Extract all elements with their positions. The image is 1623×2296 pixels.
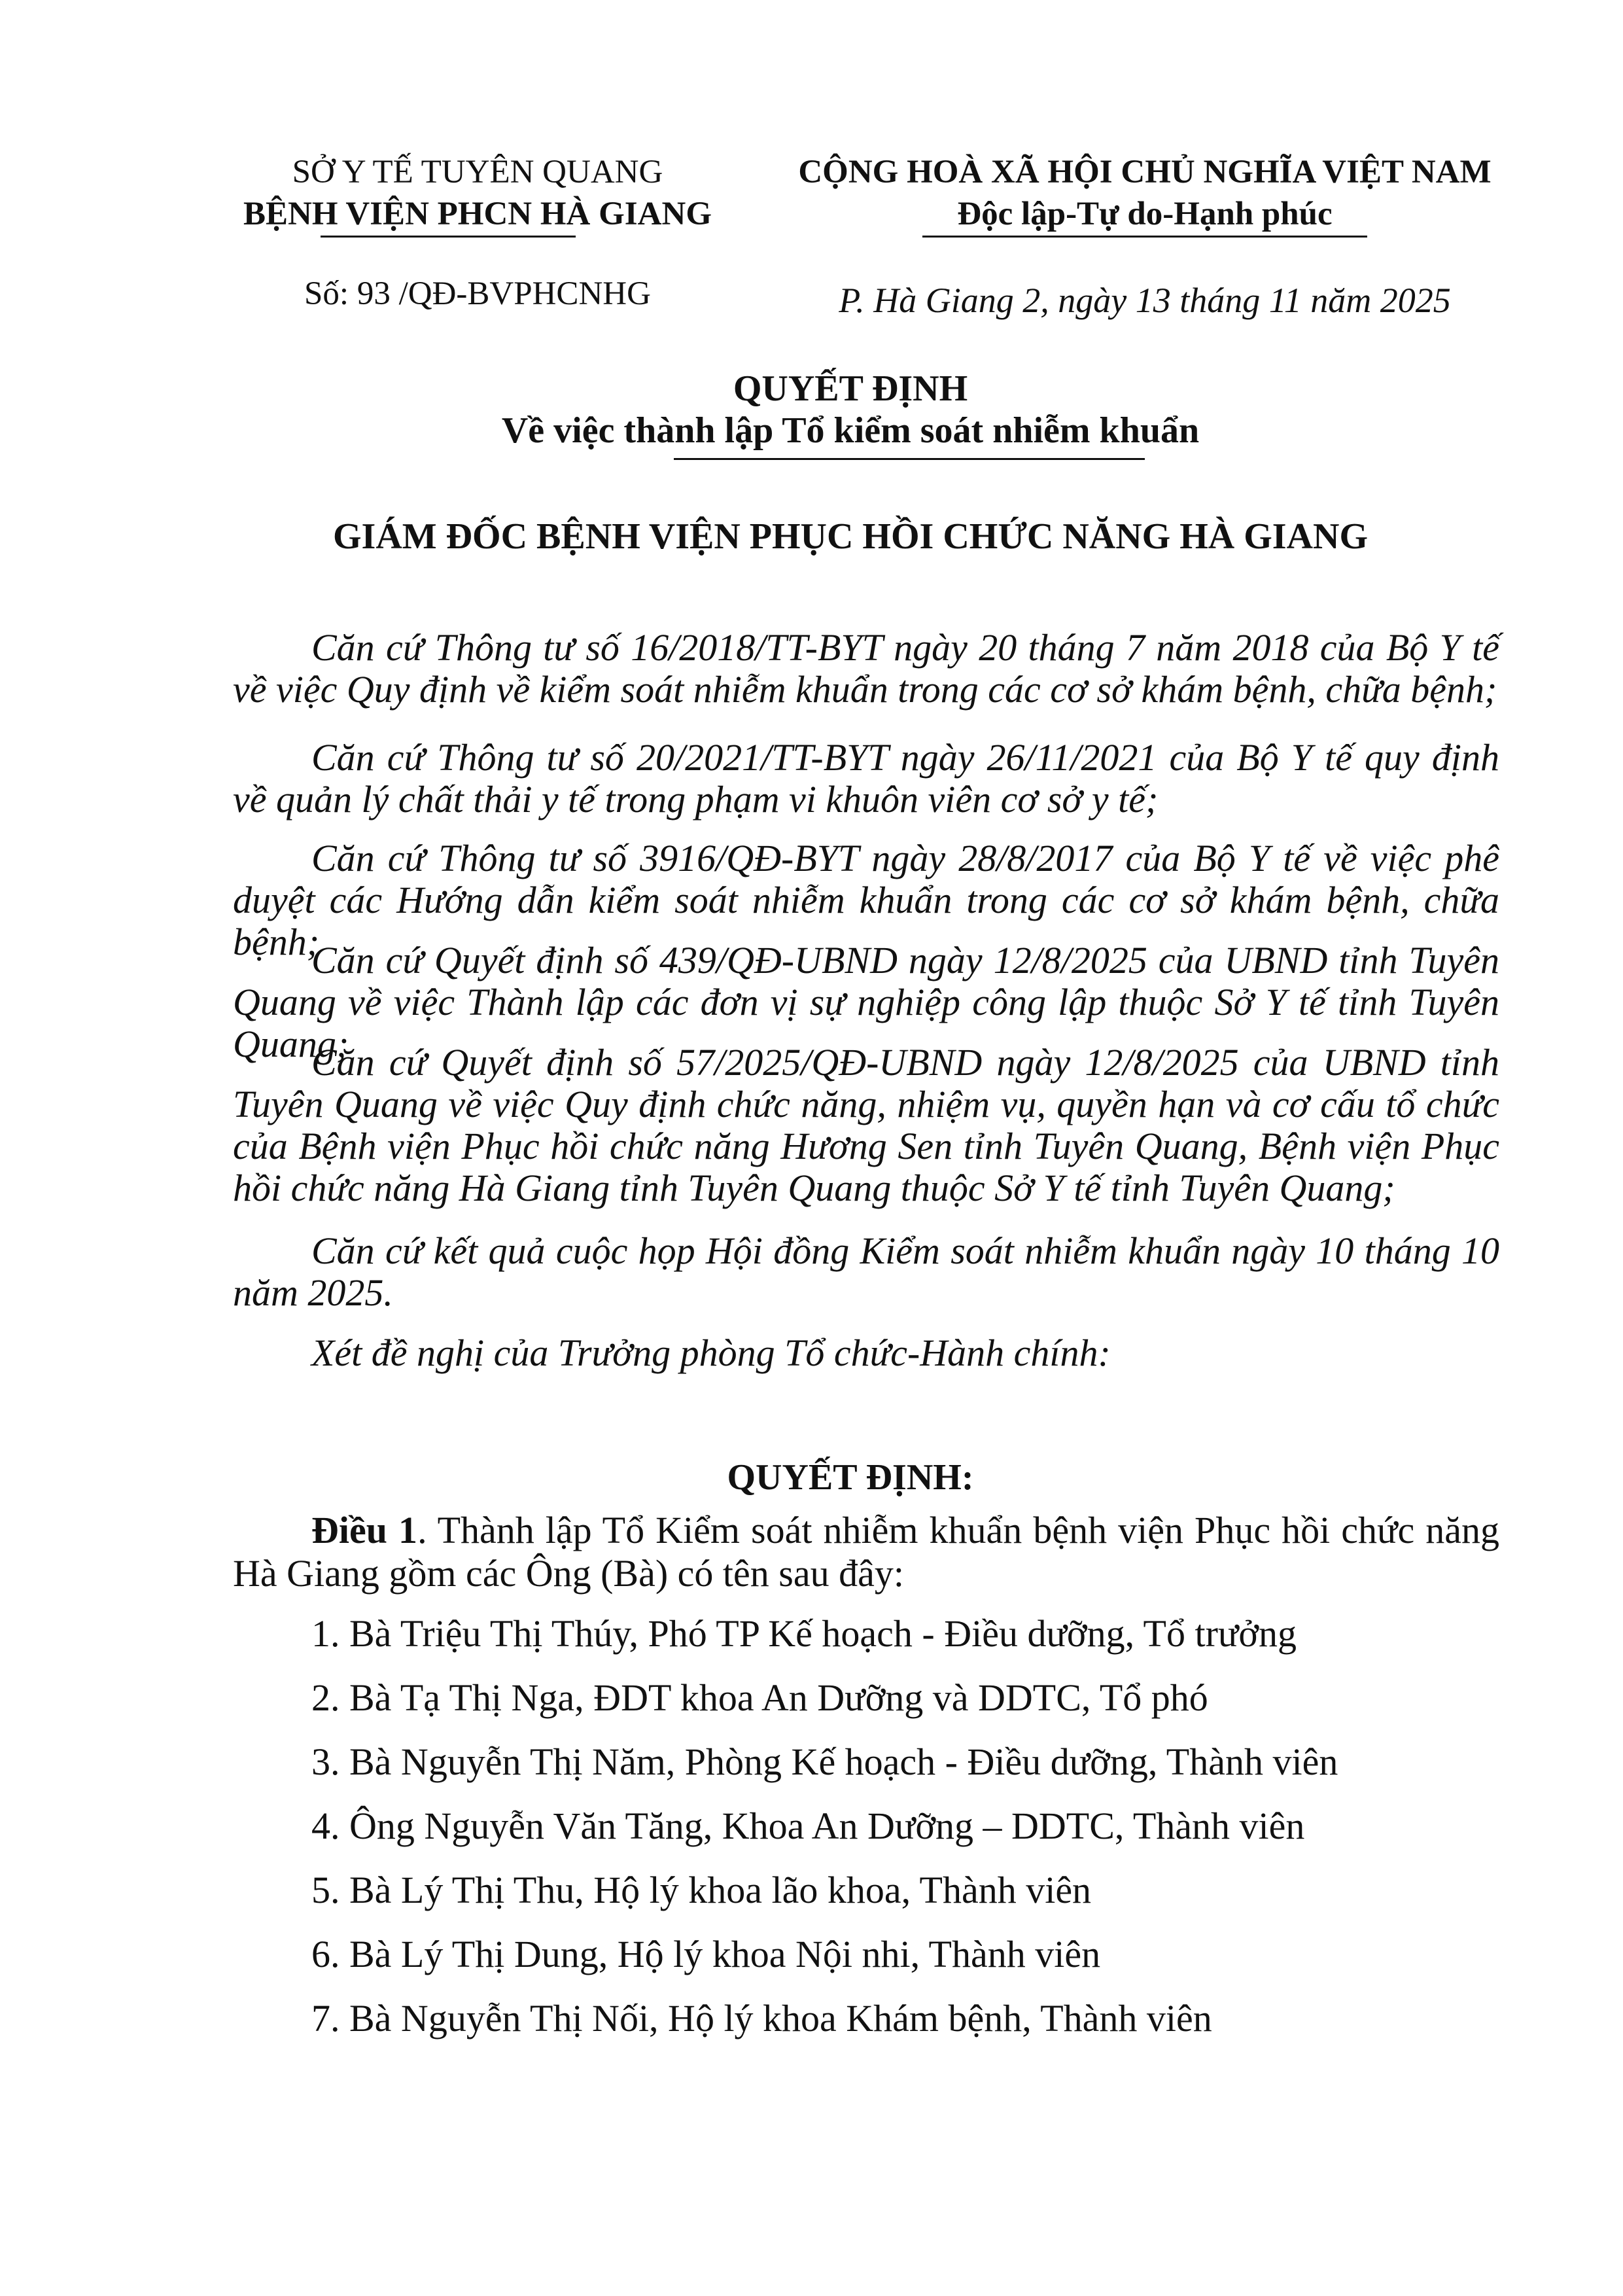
member-6: 6. Bà Lý Thị Dung, Hộ lý khoa Nội nhi, Thành viên [311,1933,1101,1975]
hospital-underline [321,236,576,238]
legal-basis-5: Căn cứ Quyết định số 57/2025/QĐ-UBND ngày 12/8/2025 của UBND tỉnh Tuyên Quang về việc Quy định chức năng, nhiệm vụ, quyền hạn và cơ cấu tổ chức của Bệnh viện Phục hồi chức năng Hương Sen tỉnh Tuyên Quang, Bệnh viện Phục hồi chức năng Hà Giang tỉnh Tuyên Quang thuộc Sở Y tế tỉnh Tuyên Quang; [233,1041,1499,1209]
document-number: Số: 93 /QĐ-BVPHCNHG [304,275,651,312]
decision-heading: QUYẾT ĐỊNH: [727,1457,974,1498]
subject-underline [674,458,1145,460]
article-1-text: . Thành lập Tổ Kiểm soát nhiễm khuẩn bệnh viện Phục hồi chức năng Hà Giang gồm các Ông (Bà) có tên sau đây: [233,1509,1500,1595]
legal-basis-3: Căn cứ Thông tư số 3916/QĐ-BYT ngày 28/8/2017 của Bộ Y tế về việc phê duyệt các Hướng dẫn kiểm soát nhiễm khuẩn trong các cơ sở khám bệnh, chữa bệnh; [233,837,1499,963]
member-5: 5. Bà Lý Thị Thu, Hộ lý khoa lão khoa, Thành viên [311,1869,1092,1911]
document-subject: Về việc thành lập Tổ kiểm soát nhiễm khuẩn [501,410,1200,451]
legal-basis-6: Căn cứ kết quả cuộc họp Hội đồng Kiểm soát nhiễm khuẩn ngày 10 tháng 10 năm 2025. [233,1229,1499,1314]
member-3: 3. Bà Nguyễn Thị Năm, Phòng Kế hoạch - Điều dưỡng, Thành viên [311,1740,1338,1783]
proposal-statement: Xét đề nghị của Trưởng phòng Tổ chức-Hành chính: [311,1332,1111,1374]
legal-basis-4: Căn cứ Quyết định số 439/QĐ-UBND ngày 12/8/2025 của UBND tỉnh Tuyên Quang về việc Thành lập các đơn vị sự nghiệp công lập thuộc Sở Y tế tỉnh Tuyên Quang; [233,939,1499,1065]
article-1 [233,1509,1499,1595]
document-type: QUYẾT ĐỊNH [733,368,968,409]
issuer-title: GIÁM ĐỐC BỆNH VIỆN PHỤC HỒI CHỨC NĂNG HÀ GIANG [332,516,1369,557]
national-motto: Độc lập-Tự do-Hạnh phúc [957,196,1333,232]
legal-basis-1: Căn cứ Thông tư số 16/2018/TT-BYT ngày 20 tháng 7 năm 2018 của Bộ Y tế về việc Quy định về kiểm soát nhiễm khuẩn trong các cơ sở khám bệnh, chữa bệnh; [233,626,1499,711]
legal-basis-2: Căn cứ Thông tư số 20/2021/TT-BYT ngày 26/11/2021 của Bộ Y tế quy định về quản lý chất thải y tế trong phạm vi khuôn viên cơ sở y tế; [233,736,1499,821]
hospital-name: BỆNH VIỆN PHCN HÀ GIANG [243,196,712,232]
country-name: CỘNG HOÀ XÃ HỘI CHỦ NGHĨA VIỆT NAM [798,154,1492,190]
article-1-label: Điều 1 [311,1509,418,1551]
member-4: 4. Ông Nguyễn Văn Tăng, Khoa An Dưỡng – DDTC, Thành viên [311,1805,1305,1847]
member-1: 1. Bà Triệu Thị Thúy, Phó TP Kế hoạch - Điều dưỡng, Tổ trưởng [311,1612,1297,1655]
agency-name: SỞ Y TẾ TUYÊN QUANG [292,154,663,190]
motto-underline [922,236,1367,238]
member-2: 2. Bà Tạ Thị Nga, ĐDT khoa An Dưỡng và DDTC, Tổ phó [311,1676,1208,1719]
place-and-date: P. Hà Giang 2, ngày 13 tháng 11 năm 2025 [839,281,1451,320]
member-7: 7. Bà Nguyễn Thị Nối, Hộ lý khoa Khám bệnh, Thành viên [311,1997,1212,2040]
